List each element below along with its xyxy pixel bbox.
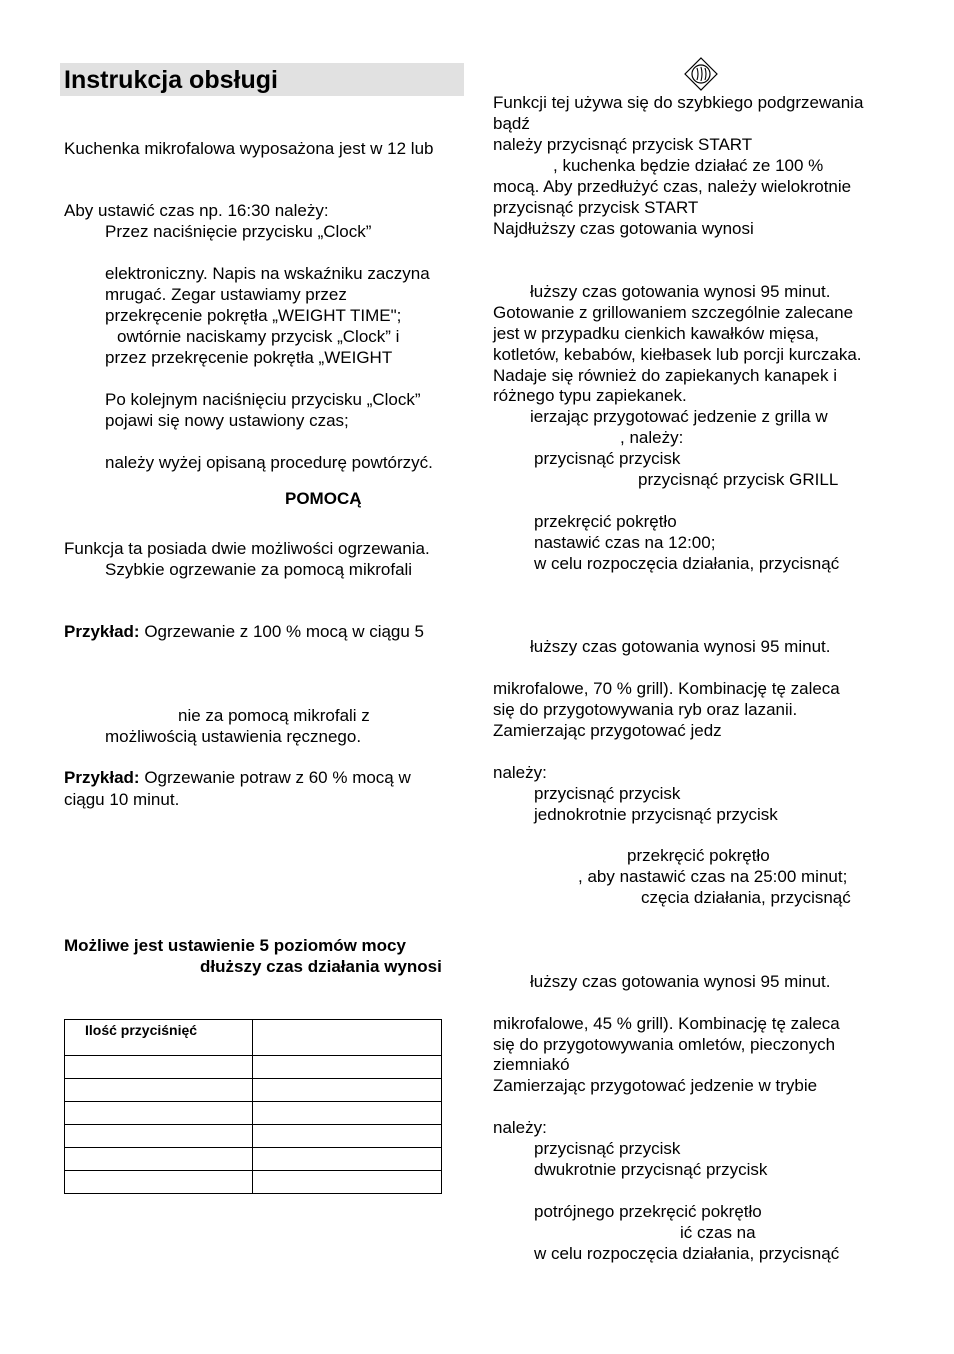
table-cell: [65, 1171, 253, 1194]
table-cell: [253, 1079, 442, 1102]
combi1-step-3: przekręcić pokrętło: [627, 846, 770, 865]
combi1-max-time: łuższy czas gotowania wynosi 95 minut.: [530, 637, 831, 656]
grill-step-1: przycisnąć przycisk: [534, 449, 681, 468]
grill-desc-2: jest w przypadku cienkich kawałków mięsa,: [493, 324, 819, 343]
example-2: [64, 768, 411, 788]
clock-step-2-cont: przez przekręcenie pokrętła „WEIGHT: [105, 348, 393, 367]
combi1-step-5: częcia działania, przycisnąć: [641, 888, 851, 907]
table-cell: [253, 1102, 442, 1125]
table-row: [65, 1079, 442, 1102]
clock-step-1-cont-b: mrugać. Zegar ustawiamy przez: [105, 285, 347, 304]
grill-desc-4: Nadaje się również do zapiekanych kanapek i: [493, 366, 837, 385]
quick-heat-max-time: Najdłuższy czas gotowania wynosi: [493, 219, 754, 238]
clock-step-3-cont: pojawi się nowy ustawiony czas;: [105, 411, 349, 430]
combi2-step-2: dwukrotnie przycisnąć przycisk: [534, 1160, 768, 1179]
combi2-desc-3: ziemniakó: [493, 1055, 570, 1074]
combi1-desc-1: mikrofalowe, 70 % grill). Kombinację tę zaleca: [493, 679, 840, 698]
quick-heat-extend-cont: przycisnąć przycisk START: [493, 198, 699, 217]
combi2-desc-1: mikrofalowe, 45 % grill). Kombinację tę zaleca: [493, 1014, 840, 1033]
combi2-step-3: potrójnego przekręcić pokrętło: [534, 1202, 762, 1221]
clock-step-3: Po kolejnym naciśnięciu przycisku „Clock”: [105, 390, 421, 409]
table-cell: [253, 1056, 442, 1079]
table-header-cell-empty: [253, 1020, 442, 1056]
combi1-step-2: jednokrotnie przycisnąć przycisk: [534, 805, 778, 824]
combi2-desc-2: się do przygotowywania omletów, pieczonych: [493, 1035, 836, 1054]
table-cell: [65, 1079, 253, 1102]
example-1: [64, 622, 424, 642]
grill-desc-1: Gotowanie z grillowaniem szczególnie zalecane: [493, 303, 854, 322]
microwave-mode-icon: [684, 57, 718, 91]
clock-step-1-cont-a: elektroniczny. Napis na wskaźniku zaczyna: [105, 264, 430, 283]
table-header-row: [65, 1020, 442, 1056]
grill-desc-5: różnego typu zapiekanek.: [493, 386, 687, 405]
combi2-step-5: w celu rozpoczęcia działania, przycisnąć: [534, 1244, 840, 1263]
table-header-press-count: Ilość przyciśnięć: [85, 1022, 198, 1038]
table-row: [65, 1125, 442, 1148]
quick-heat-desc-cont: bądź: [493, 114, 530, 133]
power-levels-heading: Możliwe jest ustawienie 5 poziomów mocy: [64, 936, 406, 955]
table-cell: [65, 1056, 253, 1079]
page-title: Instrukcja obsługi: [64, 66, 278, 94]
heating-intro: Funkcja ta posiada dwie możliwości ogrzewania.: [64, 539, 430, 558]
combi2-nalezy: należy:: [493, 1118, 547, 1137]
combi1-intro: Zamierzając przygotować jedz: [493, 721, 722, 740]
table-cell: [65, 1148, 253, 1171]
heating-option-1: Szybkie ogrzewanie za pomocą mikrofali: [105, 560, 413, 579]
table-header-cell: [65, 1020, 253, 1056]
combi1-step-4: , aby nastawić czas na 25:00 minut;: [578, 867, 848, 886]
clock-repeat-note: należy wyżej opisaną procedurę powtórzyć.: [105, 453, 433, 472]
example-1-text: Ogrzewanie z 100 % mocą w ciągu 5: [139, 622, 425, 641]
table-cell: [253, 1125, 442, 1148]
heating-option-2-cont: możliwością ustawienia ręcznego.: [105, 727, 362, 746]
grill-intro-cont: , należy:: [620, 428, 684, 447]
grill-max-time: łuższy czas gotowania wynosi 95 minut.: [530, 282, 831, 301]
heating-option-2: nie za pomocą mikrofali z: [178, 706, 370, 725]
example-2-text: Ogrzewanie potraw z 60 % mocą w: [139, 768, 411, 787]
combi2-step-4: ić czas na: [680, 1223, 756, 1242]
clock-step-2: owtórnie naciskamy przycisk „Clock” i: [117, 327, 400, 346]
table-cell: [253, 1148, 442, 1171]
combi1-nalezy: należy:: [493, 763, 547, 782]
clock-setting-heading: Aby ustawić czas np. 16:30 należy:: [64, 201, 329, 220]
grill-intro: ierzając przygotować jedzenie z grilla w: [530, 407, 828, 426]
intro-clock-text: Kuchenka mikrofalowa wyposażona jest w 12 lub: [64, 139, 434, 158]
clock-step-1: Przez naciśnięcie przycisku „Clock”: [105, 222, 372, 241]
power-levels-heading-cont: dłuższy czas działania wynosi: [200, 957, 442, 976]
power-levels-table: [64, 1019, 442, 1194]
page-title-bar: [60, 63, 464, 96]
combi2-step-1: przycisnąć przycisk: [534, 1139, 681, 1158]
clock-step-1-cont-c: przekręcenie pokrętła „WEIGHT TIME";: [105, 306, 402, 325]
example-2-cont: ciągu 10 minut.: [64, 790, 180, 809]
combi2-max-time: łuższy czas gotowania wynosi 95 minut.: [530, 972, 831, 991]
grill-step-3: przekręcić pokrętło: [534, 512, 677, 531]
quick-heat-desc: Funkcji tej używa się do szybkiego podgrzewania: [493, 93, 864, 112]
table-row: [65, 1102, 442, 1125]
table-row: [65, 1056, 442, 1079]
grill-desc-3: kotletów, kebabów, kiełbasek lub porcji kurczaka.: [493, 345, 862, 364]
grill-step-5: w celu rozpoczęcia działania, przycisnąć: [534, 554, 840, 573]
section-heading-pomoca: POMOCĄ: [285, 489, 362, 508]
table-row: [65, 1148, 442, 1171]
grill-step-2: przycisnąć przycisk GRILL: [638, 470, 839, 489]
combi2-intro: Zamierzając przygotować jedzenie w trybie: [493, 1076, 818, 1095]
table-row: [65, 1171, 442, 1194]
table-cell: [65, 1125, 253, 1148]
example-1-label: Przykład:: [64, 622, 140, 641]
table-cell: [65, 1102, 253, 1125]
quick-heat-extend: mocą. Aby przedłużyć czas, należy wielokrotnie: [493, 177, 852, 196]
combi1-step-1: przycisnąć przycisk: [534, 784, 681, 803]
combi1-desc-2: się do przygotowywania ryb oraz lazanii.: [493, 700, 798, 719]
example-2-label: Przykład:: [64, 768, 140, 787]
table-cell: [253, 1171, 442, 1194]
quick-heat-power: , kuchenka będzie działać ze 100 %: [553, 156, 824, 175]
quick-heat-step: należy przycisnąć przycisk START: [493, 135, 753, 154]
grill-step-4: nastawić czas na 12:00;: [534, 533, 716, 552]
